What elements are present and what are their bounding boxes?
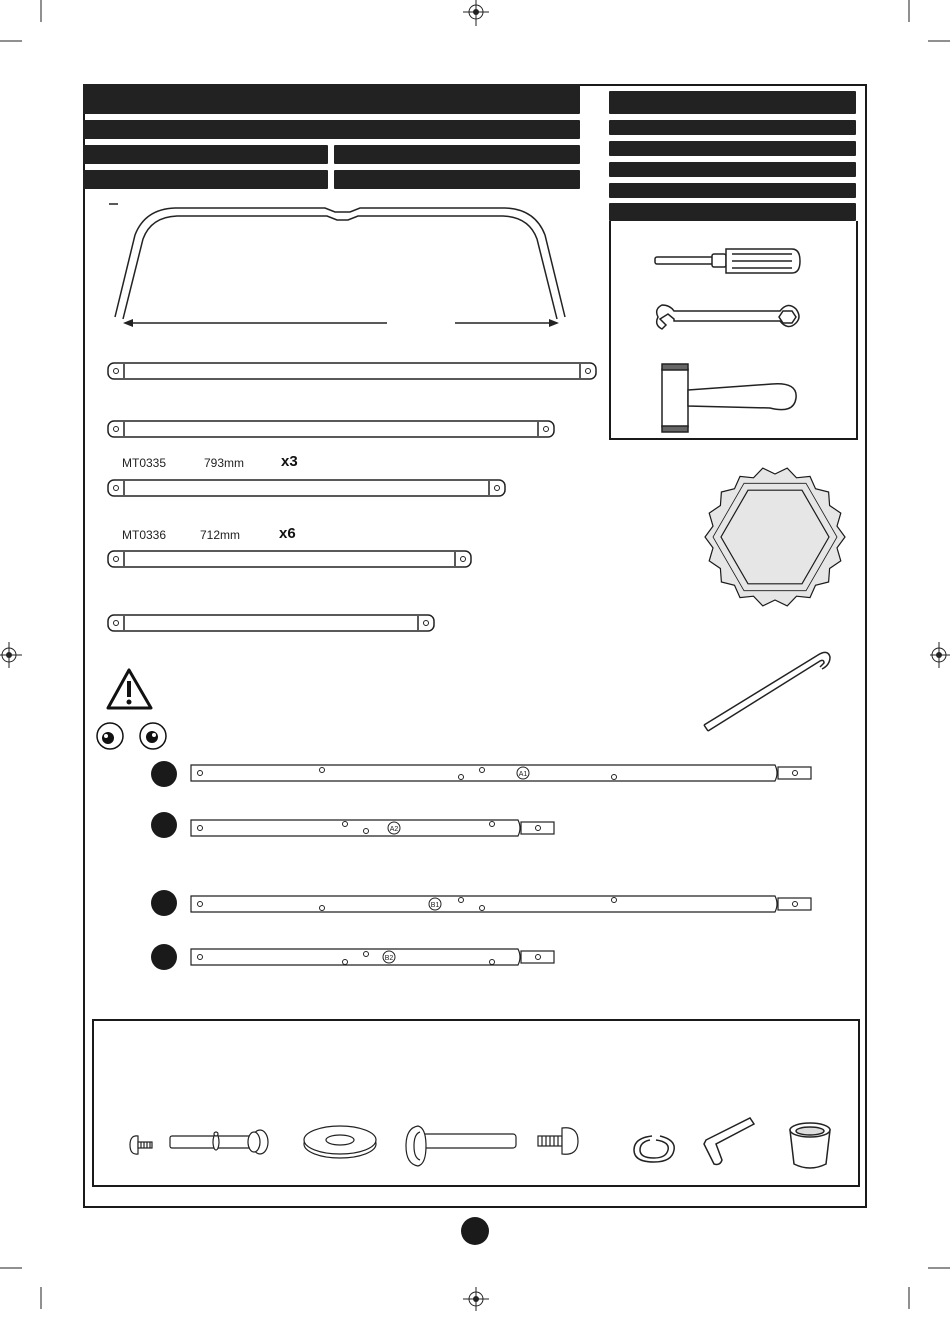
title-bar bbox=[83, 84, 580, 114]
eye-icon bbox=[138, 721, 168, 751]
screwdriver-icon bbox=[652, 243, 802, 283]
tube-label: B1 bbox=[430, 902, 440, 909]
tube-3 bbox=[107, 477, 527, 501]
leg-tube-long-b bbox=[190, 891, 820, 917]
registration-mark-left bbox=[0, 640, 26, 670]
pin-icon bbox=[168, 1124, 272, 1158]
end-cap-icon bbox=[786, 1120, 836, 1172]
registration-mark-top bbox=[461, 0, 491, 30]
part-length: 712mm bbox=[200, 528, 241, 542]
leg-tube-long-a bbox=[190, 760, 820, 786]
tube-4 bbox=[107, 548, 487, 572]
step-marker bbox=[151, 812, 177, 838]
tube-1 bbox=[107, 360, 607, 384]
subtitle-bar bbox=[83, 120, 580, 139]
leg-tube-short-a bbox=[190, 815, 570, 841]
step-marker bbox=[151, 761, 177, 787]
long-bolt-icon bbox=[404, 1124, 524, 1168]
tube-5 bbox=[107, 612, 447, 636]
washer-icon bbox=[302, 1122, 382, 1162]
tools-title-bar bbox=[609, 91, 856, 114]
tools-bar-5 bbox=[609, 203, 856, 221]
mallet-icon bbox=[652, 360, 802, 440]
tube-label: B2 bbox=[384, 955, 394, 962]
curved-top-frame bbox=[105, 195, 575, 335]
eye-icon bbox=[95, 721, 125, 751]
part-code: MT0335 bbox=[122, 456, 167, 470]
ground-stake-icon bbox=[700, 645, 840, 735]
part-quantity: x6 bbox=[279, 525, 296, 542]
header-bar-right-2 bbox=[334, 170, 580, 189]
part-length: 793mm bbox=[204, 456, 245, 470]
tube-label: A2 bbox=[389, 826, 399, 833]
bolt-icon bbox=[126, 1133, 156, 1157]
tools-bar-2 bbox=[609, 141, 856, 156]
tools-bar-4 bbox=[609, 183, 856, 198]
registration-mark-right bbox=[926, 640, 950, 670]
tools-bar-3 bbox=[609, 162, 856, 177]
part-code: MT0336 bbox=[122, 528, 167, 542]
page-number-badge bbox=[461, 1217, 489, 1245]
header-bar-left-1 bbox=[83, 145, 328, 164]
registration-mark-bottom bbox=[461, 1287, 491, 1317]
short-bolt-icon bbox=[536, 1124, 582, 1160]
allen-key-icon bbox=[700, 1116, 760, 1172]
wrench-icon bbox=[652, 299, 802, 339]
tools-bar-1 bbox=[609, 120, 856, 135]
jumping-mat-icon bbox=[695, 464, 855, 614]
spring-clip-icon bbox=[630, 1132, 680, 1168]
warning-triangle-icon bbox=[107, 668, 153, 710]
tube-label: A1 bbox=[518, 771, 528, 778]
header-bar-left-2 bbox=[83, 170, 328, 189]
leg-tube-short-b bbox=[190, 944, 570, 970]
header-bar-right-1 bbox=[334, 145, 580, 164]
step-marker bbox=[151, 890, 177, 916]
step-marker bbox=[151, 944, 177, 970]
tube-2 bbox=[107, 418, 567, 442]
part-quantity: x3 bbox=[281, 453, 298, 470]
